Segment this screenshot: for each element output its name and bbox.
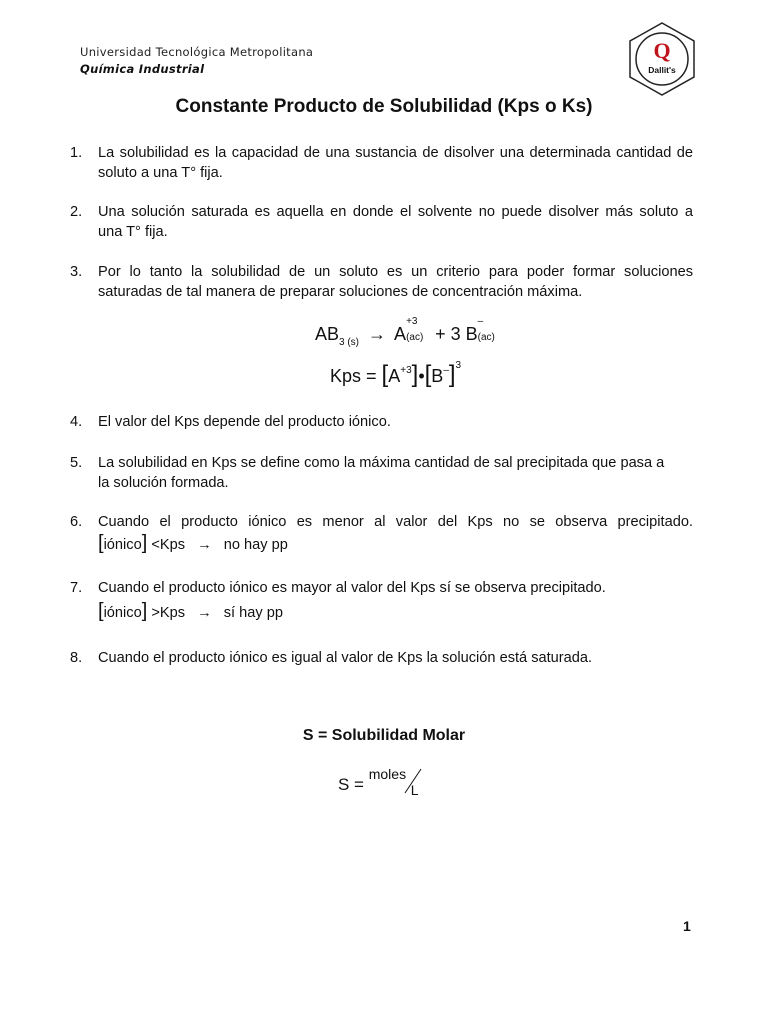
department-name: Química Industrial (80, 62, 205, 76)
dallits-logo (626, 20, 698, 98)
document-page: Universidad Tecnológica Metropolitana Química Industrial Q Dallit's Constante Producto de Solubilidad (Kps o Ks) 1. La solubilidad es la capacidad de una sustancia de disolver una determinada cantidad de soluto a una T° fija. 2. Una solución saturada es aquella en donde el solvente no puede disolver más soluto a una T° fija. 3. Por lo tanto la solubilidad de un soluto es un criterio para poder formar soluciones saturadas de tal manera de preparar soluciones de concentración máxima. 4. El valor del Kps depende del producto iónico. 5. La solubilidad en Kps se define como la máxima cantidad de sal precipitada que pasa a la solución formada. 6. Cuando el producto iónico es menor al valor del Kps no se observa precipitado. 7. Cuando el producto iónico es mayor al valor del Kps sí se observa precipitado. 8. Cuando el producto iónico es igual al valor de Kps la solución está saturada. $AB_{3 (s)} \to A$ +3 (ac) + 3 B – (ac) Kps = $[A^{+3}]•[B^-]^3$ [iónico] <Kps → no hay pp [iónico] >Kps → sí hay pp S = Solubilidad Molar S = moles L 1 (0, 0, 768, 1024)
condition-greater-than: [iónico] >Kps → sí hay pp (98, 600, 283, 622)
dissociation-equation: $AB_{3 (s)} \to A$ +3 (ac) + 3 B – (ac) (315, 316, 495, 348)
condition-less-than: [iónico] <Kps → no hay pp (98, 532, 288, 554)
solubility-heading: S = Solubilidad Molar (302, 727, 466, 744)
page-title: Constante Producto de Solubilidad (Kps o Ks) (175, 96, 593, 117)
kps-expression: Kps = $[A^{+3}]•[B^-]^3$ (330, 360, 462, 388)
page-header (80, 45, 313, 76)
page-number: 1 (683, 918, 691, 934)
university-name: Universidad Tecnológica Metropolitana (80, 45, 314, 59)
logo-name: Dallit's (648, 65, 676, 75)
logo-letter: Q (653, 38, 671, 63)
solubility-formula: S = moles L (338, 775, 425, 796)
